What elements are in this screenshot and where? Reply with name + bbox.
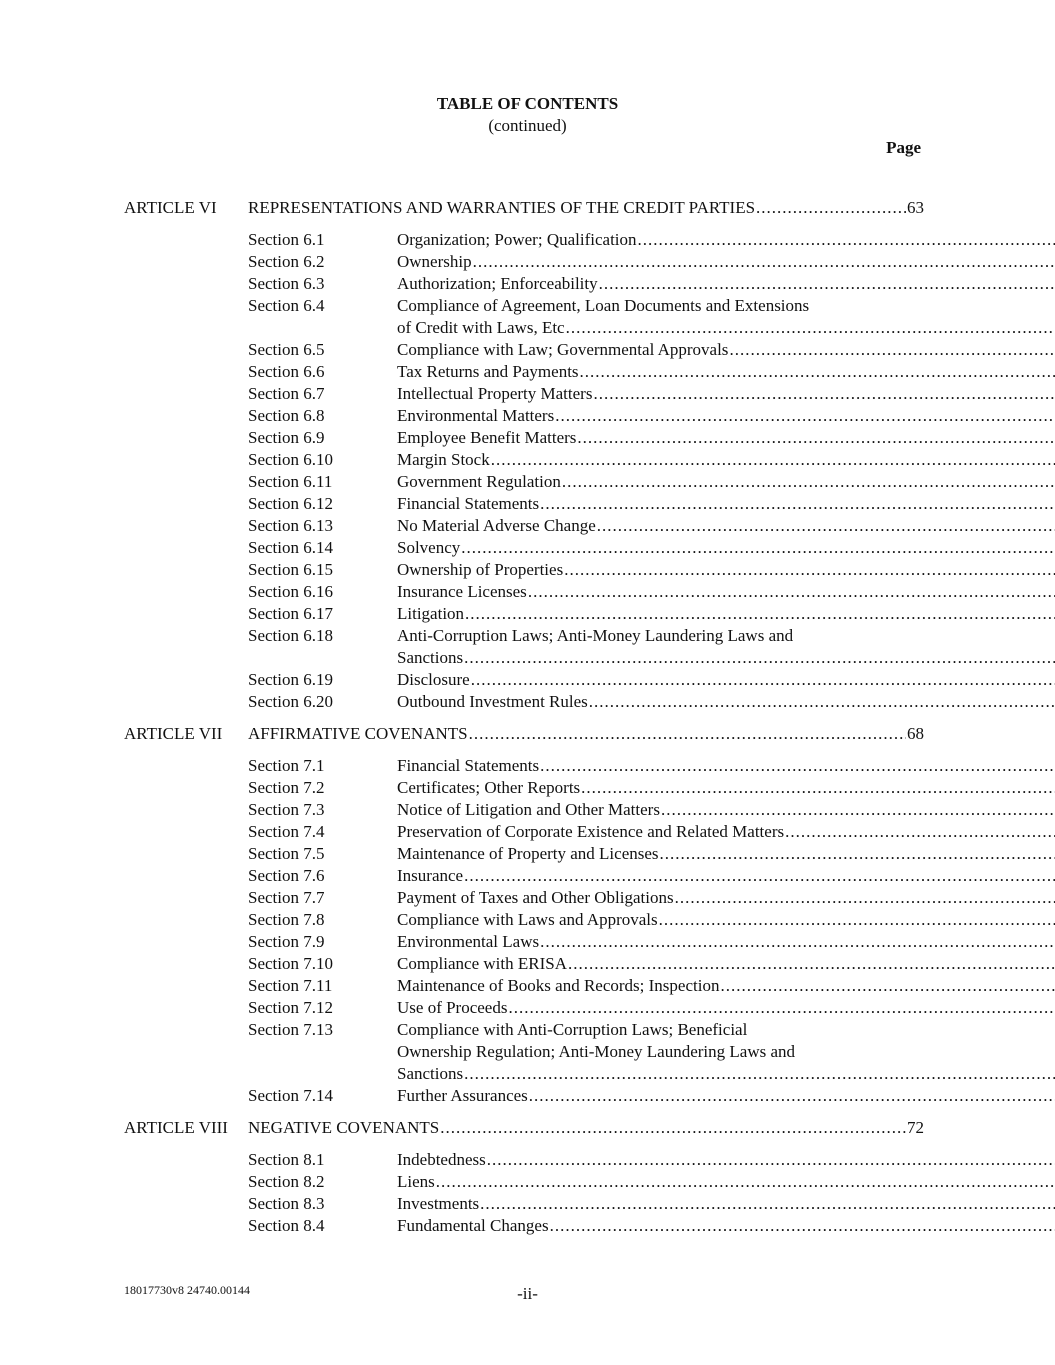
section-title-text: Ownership Regulation; Anti-Money Laundering Laws and (397, 1042, 796, 1061)
section-title (397, 273, 1055, 295)
dot-leader (508, 997, 1055, 1019)
dot-leader (461, 537, 1055, 559)
section-entry[interactable] (248, 405, 924, 427)
section-entry[interactable] (248, 843, 924, 865)
section-title (397, 383, 1055, 405)
section-title-text: Disclosure (397, 670, 470, 689)
section-number: Section 6.18 (248, 626, 333, 645)
dot-leader (464, 865, 1055, 887)
section-number: Section 6.2 (248, 252, 325, 271)
section-title-text: Notice of Litigation and Other Matters (397, 800, 660, 819)
section-number: Section 6.15 (248, 560, 333, 579)
section-title-text: Certificates; Other Reports (397, 778, 581, 797)
section-title (397, 1019, 1055, 1085)
section-title-line (397, 887, 1055, 909)
section-title-text: Liens (397, 1172, 435, 1191)
section-entry[interactable] (248, 865, 924, 887)
section-entry[interactable] (248, 821, 924, 843)
section-entry[interactable] (248, 427, 924, 449)
section-title-text: Payment of Taxes and Other Obligations (397, 888, 674, 907)
section-entry[interactable] (248, 691, 924, 713)
section-title-line (397, 997, 1055, 1019)
section-number: Section 6.9 (248, 428, 325, 447)
dot-leader (720, 975, 1055, 997)
dot-leader (599, 273, 1055, 295)
section-title-text: Compliance of Agreement, Loan Documents and Extensions (397, 296, 810, 315)
section-title-line (397, 515, 1055, 537)
section-entry[interactable] (248, 295, 924, 339)
section-title (397, 537, 1055, 559)
section-entry[interactable] (248, 975, 924, 997)
section-number: Section 7.4 (248, 822, 325, 841)
section-number: Section 6.5 (248, 340, 325, 359)
section-number: Section 6.4 (248, 296, 325, 315)
section-title-text: No Material Adverse Change (397, 516, 596, 535)
dot-leader (469, 723, 906, 745)
section-title-line (397, 843, 1055, 865)
section-title-line (397, 1171, 1055, 1193)
article-entry[interactable] (124, 197, 924, 219)
section-title (397, 405, 1055, 427)
section-number: Section 7.9 (248, 932, 325, 951)
section-title-line (397, 975, 1055, 997)
section-title-line (397, 603, 1055, 625)
section-title-line (397, 317, 1055, 339)
section-entry[interactable] (248, 537, 924, 559)
section-entry[interactable] (248, 251, 924, 273)
section-title-text: Compliance with Anti-Corruption Laws; Beneficial (397, 1020, 748, 1039)
section-title-line (397, 273, 1055, 295)
dot-leader (436, 1171, 1055, 1193)
section-number: Section 6.16 (248, 582, 333, 601)
section-number: Section 6.19 (248, 670, 333, 689)
section-title-line (397, 537, 1055, 559)
section-number: Section 7.12 (248, 998, 333, 1017)
dot-leader (675, 887, 1055, 909)
section-number: Section 6.6 (248, 362, 325, 381)
section-title-line (397, 669, 1055, 691)
section-entry[interactable] (248, 887, 924, 909)
section-title-text: Environmental Matters (397, 406, 555, 425)
dot-leader (540, 755, 1055, 777)
section-title-line (397, 581, 1055, 603)
section-title-line (397, 1193, 1055, 1215)
section-title-text: Outbound Investment Rules (397, 692, 588, 711)
section-number: Section 6.7 (248, 384, 325, 403)
section-number: Section 7.10 (248, 954, 333, 973)
section-title-line (397, 471, 1055, 493)
article-title: REPRESENTATIONS AND WARRANTIES OF THE CREDIT PARTIES (248, 198, 756, 217)
dot-leader (491, 449, 1055, 471)
section-number: Section 6.10 (248, 450, 333, 469)
article-number: ARTICLE VI (124, 198, 217, 217)
section-title-text: Compliance with ERISA (397, 954, 567, 973)
section-title-text: Government Regulation (397, 472, 561, 491)
dot-leader (785, 821, 1055, 843)
section-entry[interactable] (248, 953, 924, 975)
section-number: Section 7.8 (248, 910, 325, 929)
section-title (397, 251, 1055, 273)
section-title (397, 997, 1055, 1019)
dot-leader (540, 931, 1055, 953)
dot-leader (480, 1193, 1055, 1215)
section-title-text: Further Assurances (397, 1086, 528, 1105)
section-title (397, 1193, 1055, 1215)
section-title-text: Financial Statements (397, 756, 540, 775)
section-number: Section 6.11 (248, 472, 333, 491)
article-page: 72 (907, 1118, 924, 1137)
section-title (397, 887, 1055, 909)
dot-leader (581, 777, 1055, 799)
section-title (397, 1149, 1055, 1171)
section-number: Section 7.1 (248, 756, 325, 775)
section-title-text: Sanctions (397, 648, 464, 667)
section-number: Section 6.13 (248, 516, 333, 535)
section-title-line (397, 493, 1055, 515)
section-list (248, 755, 924, 1107)
section-title-text: Ownership (397, 252, 472, 271)
section-entry[interactable] (248, 931, 924, 953)
section-number: Section 7.5 (248, 844, 325, 863)
section-entry[interactable] (248, 383, 924, 405)
section-title (397, 1215, 1055, 1237)
dot-leader (638, 229, 1055, 251)
section-title-text: Financial Statements (397, 494, 540, 513)
section-entry[interactable] (248, 361, 924, 383)
dot-leader (660, 843, 1055, 865)
section-entry[interactable] (248, 339, 924, 361)
section-title (397, 559, 1055, 581)
section-title-text: Tax Returns and Payments (397, 362, 579, 381)
section-title-line (397, 755, 1055, 777)
section-title-line (397, 1041, 1055, 1063)
section-title-line (397, 865, 1055, 887)
section-number: Section 7.2 (248, 778, 325, 797)
section-number: Section 6.14 (248, 538, 333, 557)
section-title (397, 625, 1055, 669)
section-title-text: of Credit with Laws, Etc (397, 318, 565, 337)
page-number: -ii- (517, 1284, 538, 1303)
section-entry[interactable] (248, 997, 924, 1019)
dot-leader (528, 581, 1055, 603)
section-title-text: Compliance with Laws and Approvals (397, 910, 658, 929)
dot-leader (562, 471, 1055, 493)
section-entry[interactable] (248, 1019, 924, 1085)
section-number: Section 8.3 (248, 1194, 325, 1213)
section-number: Section 7.6 (248, 866, 325, 885)
dot-leader (580, 361, 1055, 383)
section-title-text: Indebtedness (397, 1150, 486, 1169)
section-entry[interactable] (248, 471, 924, 493)
section-title (397, 865, 1055, 887)
section-title-line (397, 625, 1055, 647)
dot-leader (568, 953, 1055, 975)
section-entry[interactable] (248, 777, 924, 799)
section-title-line (397, 799, 1055, 821)
section-title (397, 755, 1055, 777)
dot-leader (540, 493, 1055, 515)
section-entry[interactable] (248, 581, 924, 603)
section-title-text: Organization; Power; Qualification (397, 230, 637, 249)
section-entry[interactable] (248, 559, 924, 581)
section-title-text: Maintenance of Books and Records; Inspection (397, 976, 720, 995)
toc-title: TABLE OF CONTENTS (436, 94, 619, 113)
section-title-line (397, 1019, 1055, 1041)
section-title-line (397, 1149, 1055, 1171)
section-entry[interactable] (248, 1171, 924, 1193)
section-title (397, 515, 1055, 537)
section-title-line (397, 559, 1055, 581)
section-number: Section 7.11 (248, 976, 333, 995)
section-title-line (397, 1085, 1055, 1107)
section-number: Section 6.20 (248, 692, 333, 711)
section-number: Section 7.13 (248, 1020, 333, 1039)
article-page: 68 (907, 724, 924, 743)
section-title (397, 843, 1055, 865)
section-number: Section 6.8 (248, 406, 325, 425)
section-number: Section 6.17 (248, 604, 333, 623)
dot-leader (729, 339, 1055, 361)
section-title-text: Compliance with Law; Governmental Approvals (397, 340, 729, 359)
section-title-line (397, 909, 1055, 931)
section-title-line (397, 449, 1055, 471)
section-title (397, 799, 1055, 821)
section-title-text: Intellectual Property Matters (397, 384, 593, 403)
section-title (397, 821, 1055, 843)
section-title-text: Preservation of Corporate Existence and Related Matters (397, 822, 785, 841)
section-title (397, 931, 1055, 953)
section-title-line (397, 647, 1055, 669)
section-title-text: Margin Stock (397, 450, 490, 469)
section-title-line (397, 821, 1055, 843)
article-entry[interactable] (124, 1117, 924, 1139)
article-entry[interactable] (124, 723, 924, 745)
section-number: Section 7.3 (248, 800, 325, 819)
table-of-contents (124, 197, 924, 1247)
section-title (397, 975, 1055, 997)
dot-leader (464, 1063, 1055, 1085)
section-title-text: Use of Proceeds (397, 998, 508, 1017)
section-number: Section 8.4 (248, 1216, 325, 1235)
article-number: ARTICLE VII (124, 724, 223, 743)
section-list (248, 1149, 924, 1237)
section-entry[interactable] (248, 755, 924, 777)
section-title-line (397, 777, 1055, 799)
toc-subtitle: (continued) (488, 116, 567, 135)
section-title-text: Anti-Corruption Laws; Anti-Money Laundering Laws and (397, 626, 794, 645)
section-title-text: Solvency (397, 538, 461, 557)
dot-leader (473, 251, 1055, 273)
section-entry[interactable] (248, 1085, 924, 1107)
dot-leader (661, 799, 1055, 821)
section-title-text: Litigation (397, 604, 465, 623)
section-title-line (397, 1215, 1055, 1237)
section-title-text: Insurance Licenses (397, 582, 527, 601)
dot-leader (577, 427, 1055, 449)
section-list (248, 229, 924, 713)
section-title (397, 603, 1055, 625)
section-number: Section 6.3 (248, 274, 325, 293)
section-entry[interactable] (248, 493, 924, 515)
section-entry[interactable] (248, 625, 924, 669)
dot-leader (440, 1117, 906, 1139)
dot-leader (756, 197, 906, 219)
section-entry[interactable] (248, 603, 924, 625)
dot-leader (487, 1149, 1055, 1171)
section-title (397, 669, 1055, 691)
section-entry[interactable] (248, 669, 924, 691)
section-number: Section 7.14 (248, 1086, 333, 1105)
section-title (397, 777, 1055, 799)
section-entry[interactable] (248, 273, 924, 295)
dot-leader (589, 691, 1055, 713)
section-title-text: Sanctions (397, 1064, 464, 1083)
section-title-line (397, 427, 1055, 449)
section-number: Section 8.2 (248, 1172, 325, 1191)
article-page: 63 (907, 198, 924, 217)
section-title-text: Environmental Laws (397, 932, 540, 951)
section-entry[interactable] (248, 1215, 924, 1237)
section-title (397, 295, 1055, 339)
section-title-text: Maintenance of Property and Licenses (397, 844, 659, 863)
section-title-line (397, 691, 1055, 713)
section-title-line (397, 251, 1055, 273)
section-entry[interactable] (248, 1149, 924, 1171)
section-title (397, 229, 1055, 251)
section-title-line (397, 931, 1055, 953)
section-title-text: Employee Benefit Matters (397, 428, 577, 447)
section-entry[interactable] (248, 449, 924, 471)
section-title-text: Investments (397, 1194, 480, 1213)
section-title (397, 581, 1055, 603)
section-title-line (397, 953, 1055, 975)
section-title (397, 471, 1055, 493)
section-title (397, 909, 1055, 931)
section-title (397, 339, 1055, 361)
dot-leader (566, 317, 1055, 339)
section-title (397, 361, 1055, 383)
section-title-text: Ownership of Properties (397, 560, 564, 579)
dot-leader (659, 909, 1055, 931)
dot-leader (465, 603, 1055, 625)
section-title-text: Authorization; Enforceability (397, 274, 598, 293)
section-title (397, 427, 1055, 449)
section-entry[interactable] (248, 909, 924, 931)
dot-leader (593, 383, 1055, 405)
document-id: 18017730v8 24740.00144 (124, 1283, 250, 1297)
article-title: AFFIRMATIVE COVENANTS (248, 724, 468, 743)
section-title-line (397, 1063, 1055, 1085)
section-title-text: Fundamental Changes (397, 1216, 549, 1235)
dot-leader (550, 1215, 1055, 1237)
section-number: Section 6.1 (248, 230, 325, 249)
dot-leader (464, 647, 1055, 669)
page-column-header: Page (886, 138, 921, 157)
section-title-line (397, 361, 1055, 383)
section-entry[interactable] (248, 799, 924, 821)
dot-leader (555, 405, 1055, 427)
section-entry[interactable] (248, 229, 924, 251)
section-title (397, 953, 1055, 975)
article-title: NEGATIVE COVENANTS (248, 1118, 440, 1137)
section-number: Section 8.1 (248, 1150, 325, 1169)
dot-leader (564, 559, 1055, 581)
section-title (397, 1085, 1055, 1107)
dot-leader (597, 515, 1055, 537)
section-title-line (397, 405, 1055, 427)
article-number: ARTICLE VIII (124, 1118, 228, 1137)
section-title-line (397, 383, 1055, 405)
section-title (397, 449, 1055, 471)
section-number: Section 6.12 (248, 494, 333, 513)
section-number: Section 7.7 (248, 888, 325, 907)
section-title (397, 691, 1055, 713)
section-title-line (397, 339, 1055, 361)
section-title-text: Insurance (397, 866, 464, 885)
section-title-line (397, 295, 1055, 317)
section-title-line (397, 229, 1055, 251)
dot-leader (529, 1085, 1055, 1107)
section-title (397, 493, 1055, 515)
dot-leader (471, 669, 1055, 691)
section-entry[interactable] (248, 515, 924, 537)
section-title (397, 1171, 1055, 1193)
section-entry[interactable] (248, 1193, 924, 1215)
